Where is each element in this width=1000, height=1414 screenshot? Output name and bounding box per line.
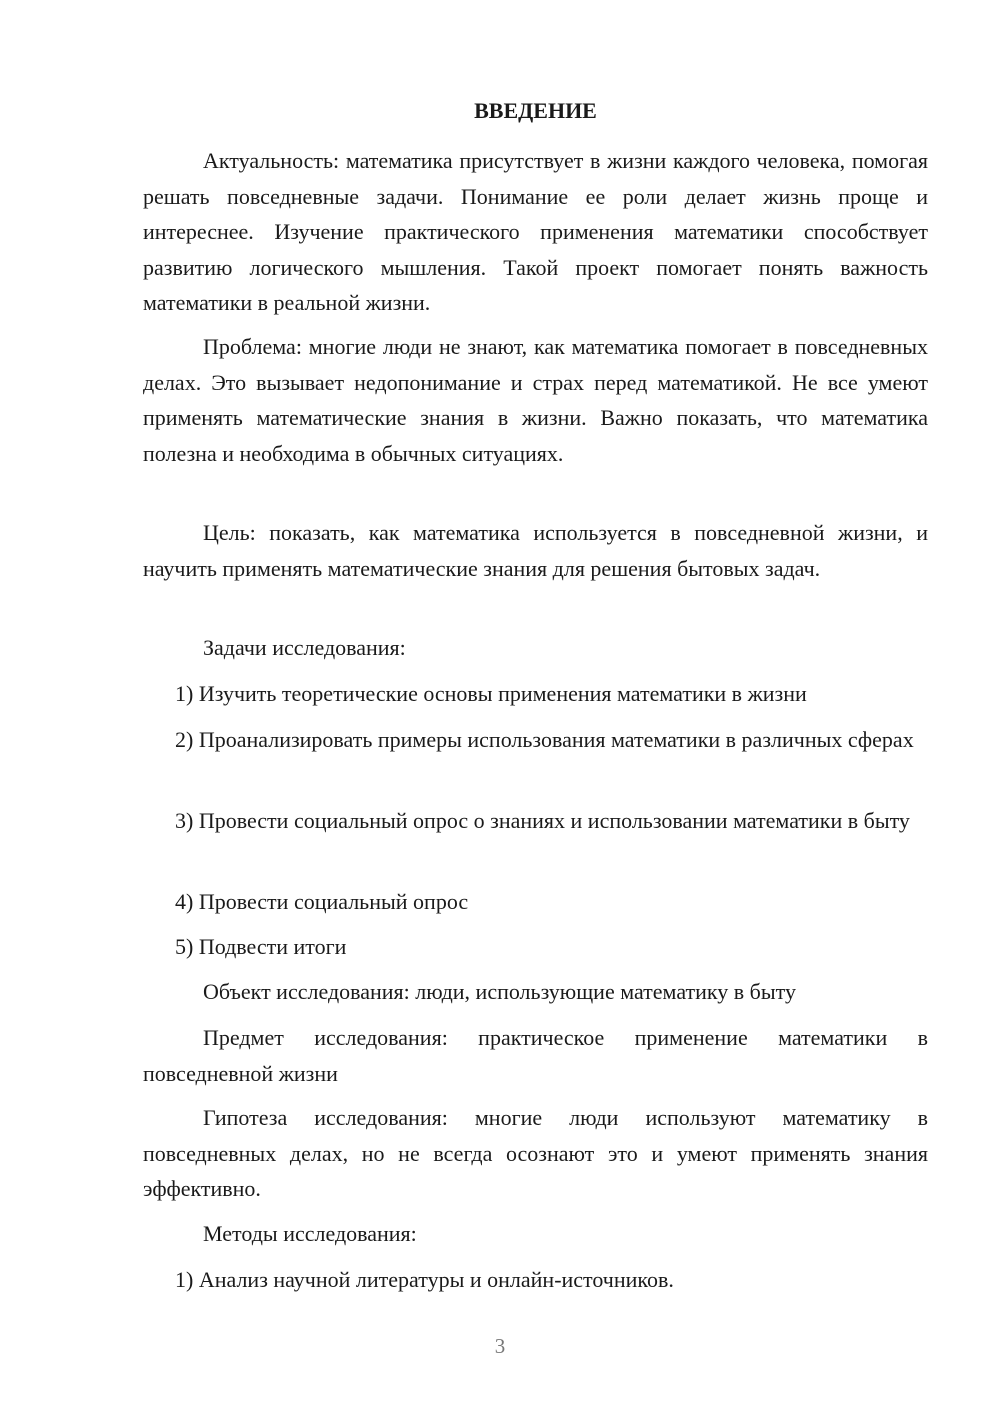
paragraph-tasks-heading: Задачи исследования: [203, 635, 406, 660]
paragraph-subject: Предмет исследования: практическое применение математики в повседневной жизни [143, 1025, 928, 1086]
paragraph-methods-heading: Методы исследования: [203, 1221, 417, 1246]
paragraph-object: Объект исследования: люди, использующие математику в быту [203, 979, 796, 1004]
page-number: 3 [494, 1334, 506, 1358]
paragraph-problem: Проблема: многие люди не знают, как математика помогает в повседневных делах. Это вызывает недопонимание и страх перед математикой. Не все умеют применять математические знания в жизни. Важно показать, что математика полезна и необходима в обычных ситуациях. [143, 334, 928, 466]
list-item-task-5: 5) Подвести итоги [175, 934, 347, 959]
list-item-task-3: 3) Провести социальный опрос о знаниях и использовании математики в быту [175, 808, 910, 833]
list-item-method-1: 1) Анализ научной литературы и онлайн-источников. [175, 1267, 674, 1292]
list-item-task-2: 2) Проанализировать примеры использования математики в различных сферах [175, 727, 914, 752]
paragraph-hypothesis: Гипотеза исследования: многие люди используют математику в повседневных делах, но не всегда осознают это и умеют применять знания эффективно. [143, 1105, 928, 1201]
paragraph-goal: Цель: показать, как математика используется в повседневной жизни, и научить применять математические знания для решения бытовых задач. [143, 520, 928, 581]
page-title: ВВЕДЕНИЕ [474, 98, 597, 123]
list-item-task-4: 4) Провести социальный опрос [175, 889, 469, 914]
list-item-task-1: 1) Изучить теоретические основы применения математики в жизни [175, 681, 807, 706]
paragraph-relevance: Актуальность: математика присутствует в жизни каждого человека, помогая решать повседневные задачи. Понимание ее роли делает жизнь проще и интереснее. Изучение практического применения математики способствует развитию логического мышления. Такой проект помогает понять важность математики в реальной жизни. [143, 148, 928, 315]
